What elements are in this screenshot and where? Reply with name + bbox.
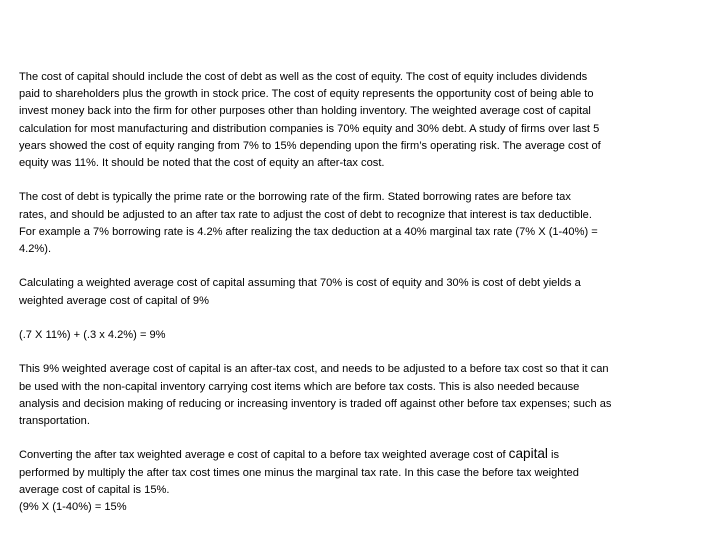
text-line: paid to shareholders plus the growth in stock price. The cost of equity represents the opportunity cost of being able to	[19, 88, 594, 101]
text-run: Converting the after tax weighted average e cost of capital to a before tax weighted average cost of	[19, 449, 509, 462]
text-line: For example a 7% borrowing rate is 4.2% after realizing the tax deduction at a 40% marginal tax rate (7% X (1-40%) =	[19, 225, 598, 238]
text-line: The cost of capital should include the cost of debt as well as the cost of equity. The cost of equity includes dividends	[19, 71, 588, 83]
paragraph-after-tax	[19, 361, 705, 430]
text-line: equity was 11%. It should be noted that the cost of equity an after-tax cost.	[19, 157, 385, 170]
document-body	[19, 69, 705, 516]
paragraph-converting	[19, 447, 705, 516]
text-line	[19, 447, 705, 464]
text-line: be used with the non-capital inventory carrying cost items which are before tax costs. This is also needed because	[19, 380, 580, 393]
text-line: Calculating a weighted average cost of capital assuming that 70% is cost of equity and 30% is cost of debt yields a	[19, 277, 581, 290]
paragraph-weighted-average	[19, 275, 705, 309]
text-line: years showed the cost of equity ranging from 7% to 15% depending upon the firm’s operating risk. The average cost of	[19, 139, 601, 152]
text-line: rates, and should be adjusted to an after tax rate to adjust the cost of debt to recognize that interest is tax deductible.	[19, 208, 592, 221]
text-line: calculation for most manufacturing and distribution companies is 70% equity and 30% debt. A study of firms over last 5	[19, 122, 600, 135]
text-line: analysis and decision making of reducing or increasing inventory is traded off against other before tax expenses; such as	[19, 397, 612, 410]
large-text-run: capital	[508, 446, 548, 462]
formula-line: (.7 X 11%) + (.3 x 4.2%) = 9%	[19, 329, 166, 341]
text-line: average cost of capital is 15%.	[19, 483, 170, 496]
text-line: performed by multiply the after tax cost times one minus the marginal tax rate. In this case the before tax weighted	[19, 466, 579, 479]
paragraph-cost-of-capital	[19, 69, 705, 172]
text-line: invest money back into the firm for other purposes other than holding inventory. The weighted average cost of capital	[19, 105, 591, 118]
text-line: 4.2%).	[19, 243, 52, 256]
text-line: weighted average cost of capital of 9%	[19, 294, 209, 307]
formula-line: (9% X (1-40%) = 15%	[19, 501, 127, 513]
text-run: is	[547, 449, 560, 462]
paragraph-cost-of-debt	[19, 189, 705, 258]
text-line: transportation.	[19, 415, 90, 427]
text-line: The cost of debt is typically the prime rate or the borrowing rate of the firm. Stated borrowing rates are before tax	[19, 191, 571, 204]
paragraph-formula	[19, 327, 705, 344]
text-line: This 9% weighted average cost of capital is an after-tax cost, and needs to be adjusted to a before tax cost so that it can	[19, 363, 609, 376]
